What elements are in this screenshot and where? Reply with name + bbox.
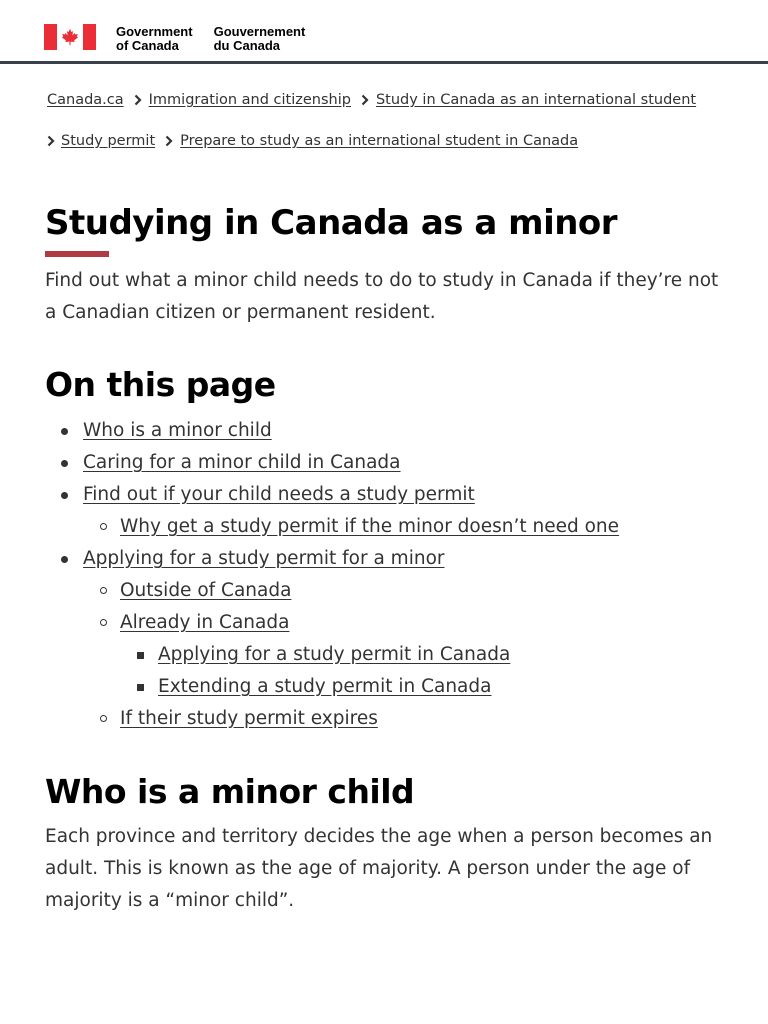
section-text-who-is-minor: Each province and territory decides the age when a person becomes an adult. This is known as the age of majority. A person under the age of majority is a “minor child”.	[45, 826, 713, 911]
toc-item	[45, 511, 745, 543]
canada-flag-icon	[44, 24, 96, 50]
breadcrumb-link-prepare-to-study[interactable]: Prepare to study as an international student in Canada	[180, 133, 579, 149]
toc-link-permit-expires[interactable]: If their study permit expires	[120, 708, 378, 729]
bullet-icon	[61, 492, 68, 499]
toc-link-find-out-study-permit[interactable]: Find out if your child needs a study permit	[83, 484, 475, 505]
toc-item	[45, 479, 745, 511]
government-signature[interactable]	[44, 24, 305, 53]
breadcrumb-item	[47, 92, 124, 108]
toc-item	[45, 543, 745, 575]
chevron-right-icon	[165, 135, 173, 147]
site-header	[0, 0, 768, 64]
breadcrumb-item	[124, 92, 351, 108]
section-heading-who-is-minor: Who is a minor child	[45, 772, 415, 811]
toc-heading: On this page	[45, 365, 276, 404]
breadcrumb-link-study-permit[interactable]: Study permit	[61, 133, 156, 149]
toc-link-already-in-canada[interactable]: Already in Canada	[120, 612, 290, 633]
breadcrumb-link-canada-ca[interactable]: Canada.ca	[47, 92, 124, 108]
circle-bullet-icon	[100, 523, 107, 530]
toc-item	[45, 575, 745, 607]
circle-bullet-icon	[100, 587, 107, 594]
breadcrumb-link-study-in-canada[interactable]: Study in Canada as an international student	[375, 92, 697, 108]
toc-item	[45, 671, 745, 703]
wordmark-en-line1: Government	[116, 24, 193, 39]
table-of-contents	[45, 415, 745, 735]
circle-bullet-icon	[100, 619, 107, 626]
toc-link-caring-for-minor[interactable]: Caring for a minor child in Canada	[83, 452, 401, 473]
toc-item	[45, 703, 745, 735]
wordmark-en-line2: of Canada	[116, 38, 179, 53]
square-bullet-icon	[137, 652, 144, 659]
toc-item	[45, 415, 745, 447]
chevron-right-icon	[361, 94, 369, 106]
toc-link-why-get-permit[interactable]: Why get a study permit if the minor doesn’t need one	[120, 516, 620, 537]
chevron-right-icon	[134, 94, 142, 106]
title-underline	[45, 251, 109, 257]
toc-link-extending-permit[interactable]: Extending a study permit in Canada	[158, 676, 492, 697]
breadcrumb	[47, 88, 737, 153]
breadcrumb-item	[351, 92, 696, 108]
breadcrumb-item	[155, 133, 578, 149]
chevron-right-icon	[47, 135, 55, 147]
toc-link-outside-canada[interactable]: Outside of Canada	[120, 580, 292, 601]
bullet-icon	[61, 428, 68, 435]
page-intro: Find out what a minor child needs to do to study in Canada if they’re not a Canadian citizen or permanent resident.	[45, 270, 719, 323]
toc-item	[45, 607, 745, 639]
page-title: Studying in Canada as a minor	[45, 203, 618, 243]
wordmark-fr-line2: du Canada	[213, 38, 281, 53]
toc-link-applying-in-canada[interactable]: Applying for a study permit in Canada	[158, 644, 511, 665]
toc-item	[45, 639, 745, 671]
toc-item	[45, 447, 745, 479]
toc-link-applying-for-minor[interactable]: Applying for a study permit for a minor	[83, 548, 445, 569]
square-bullet-icon	[137, 684, 144, 691]
circle-bullet-icon	[100, 715, 107, 722]
bullet-icon	[61, 556, 68, 563]
wordmark-fr-line1: Gouvernement	[213, 24, 306, 39]
breadcrumb-item	[47, 133, 155, 149]
bullet-icon	[61, 460, 68, 467]
breadcrumb-link-immigration[interactable]: Immigration and citizenship	[148, 92, 351, 108]
government-wordmark	[116, 25, 305, 53]
toc-link-who-is-minor[interactable]: Who is a minor child	[83, 420, 272, 441]
